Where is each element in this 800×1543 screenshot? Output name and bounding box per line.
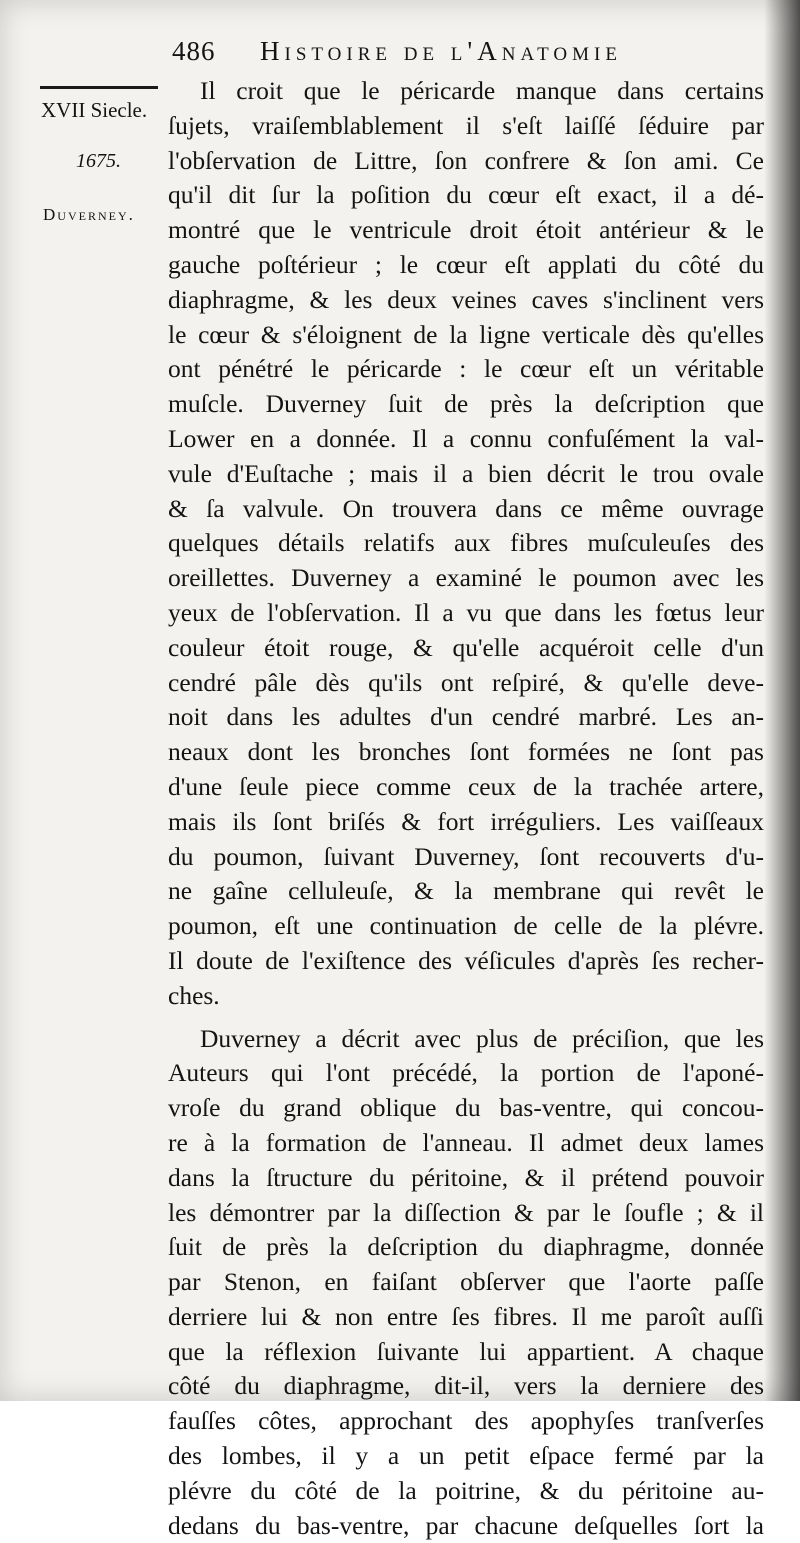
text-line: ne gaîne celluleuſe, & la membrane qui revêt le: [168, 876, 764, 906]
text-line: ſujets, vraiſemblablement il s'eſt laiſſé ſéduire par: [168, 110, 764, 140]
text-line: Duverney a décrit avec plus de préciſion, que les: [200, 1023, 764, 1053]
text-line: vroſe du grand oblique du bas-ventre, qui concou-: [168, 1093, 764, 1123]
text-line: & ſa valvule. On trouvera dans ce même ouvrage: [168, 493, 764, 523]
text-line: l'obſervation de Littre, ſon confrere & ſon ami. Ce: [168, 145, 764, 175]
page-number: 486: [172, 36, 216, 66]
text-line: vule d'Euſtache ; mais il a bien décrit le trou ovale: [168, 458, 764, 488]
text-line: des lombes, il y a un petit eſpace fermé par la: [168, 1441, 764, 1471]
margin-rule: [40, 86, 158, 89]
text-line: yeux de l'obſervation. Il a vu que dans les fœtus leur: [168, 597, 764, 627]
margin-author: Duverney.: [43, 205, 135, 224]
text-line: diaphragme, & les deux veines caves s'inclinent vers: [168, 284, 764, 314]
text-line: mais ils ſont briſés & fort irréguliers. Les vaiſſeaux: [168, 806, 764, 836]
text-line: poumon, eſt une continuation de celle de la plévre.: [168, 911, 764, 941]
text-line: dedans du bas-ventre, par chacune deſquelles ſort la: [168, 1510, 764, 1540]
text-line: Il croit que le péricarde manque dans certains: [200, 76, 764, 105]
paragraph-1: [168, 74, 764, 1014]
text-line: montré que le ventricule droit étoit antérieur & le: [168, 215, 764, 245]
text-line: cendré pâle dès qu'ils ont reſpiré, & qu'elle deve-: [168, 667, 764, 697]
text-line: oreillettes. Duverney a examiné le poumon avec les: [168, 563, 764, 593]
paragraph-2: [168, 1022, 764, 1543]
text-line: dans la ſtructure du péritoine, & il prétend pouvoir: [168, 1162, 764, 1192]
text-line: du poumon, ſuivant Duverney, ſont recouverts d'u-: [168, 841, 764, 871]
text-line: gauche poſtérieur ; le cœur eſt applati du côté du: [168, 249, 764, 279]
text-line: quelques détails relatifs aux fibres muſculeuſes des: [168, 528, 764, 558]
text-line: que la réflexion ſuivante lui appartient. A chaque: [168, 1336, 764, 1366]
margin-year: 1675.: [76, 150, 121, 172]
text-line: neaux dont les bronches ſont formées ne ſont pas: [168, 737, 764, 767]
text-line: fauſſes côtes, approchant des apophyſes tranſverſes: [168, 1406, 764, 1436]
text-line: ſuit de près la deſcription du diaphragme, donnée: [168, 1232, 764, 1262]
text-line: ont pénétré le péricarde : le cœur eſt un véritable: [168, 354, 764, 384]
text-line: côté du diaphragme, dit-il, vers la derniere des: [168, 1371, 764, 1401]
text-line: le cœur & s'éloignent de la ligne verticale dès qu'elles: [168, 319, 764, 349]
text-line: re à la formation de l'anneau. Il admet deux lames: [168, 1127, 764, 1157]
text-line: Lower en a donnée. Il a connu confuſément la val-: [168, 423, 764, 453]
text-line: plévre du côté de la poitrine, & du péritoine au-: [168, 1475, 764, 1505]
text-line: muſcle. Duverney ſuit de près la deſcription que: [168, 389, 764, 419]
page-gutter-shadow: [764, 0, 800, 1401]
text-line: noit dans les adultes d'un cendré marbré. Les an-: [168, 702, 764, 732]
running-title: Histoire de l'Anatomie: [260, 36, 622, 66]
text-line: les démontrer par la diſſection & par le ſoufle ; & il: [168, 1197, 764, 1227]
text-line: Auteurs qui l'ont précédé, la portion de l'aponé-: [168, 1058, 764, 1088]
margin-century: XVII Siecle.: [41, 98, 148, 122]
body-text: [168, 74, 764, 1543]
text-line: derriere lui & non entre ſes fibres. Il me paroît auſſi: [168, 1301, 764, 1331]
text-line: Il doute de l'exiſtence des véſicules d'après ſes recher-: [168, 945, 764, 975]
text-line: ches.: [168, 980, 220, 1010]
text-line: par Stenon, en faiſant obſerver que l'aorte paſſe: [168, 1267, 764, 1297]
text-line: d'une ſeule piece comme ceux de la trachée artere,: [168, 771, 764, 801]
text-line: couleur étoit rouge, & qu'elle acquéroit celle d'un: [168, 632, 764, 662]
text-line: qu'il dit ſur la poſition du cœur eſt exact, il a dé-: [168, 180, 764, 210]
page-header: [172, 36, 762, 72]
